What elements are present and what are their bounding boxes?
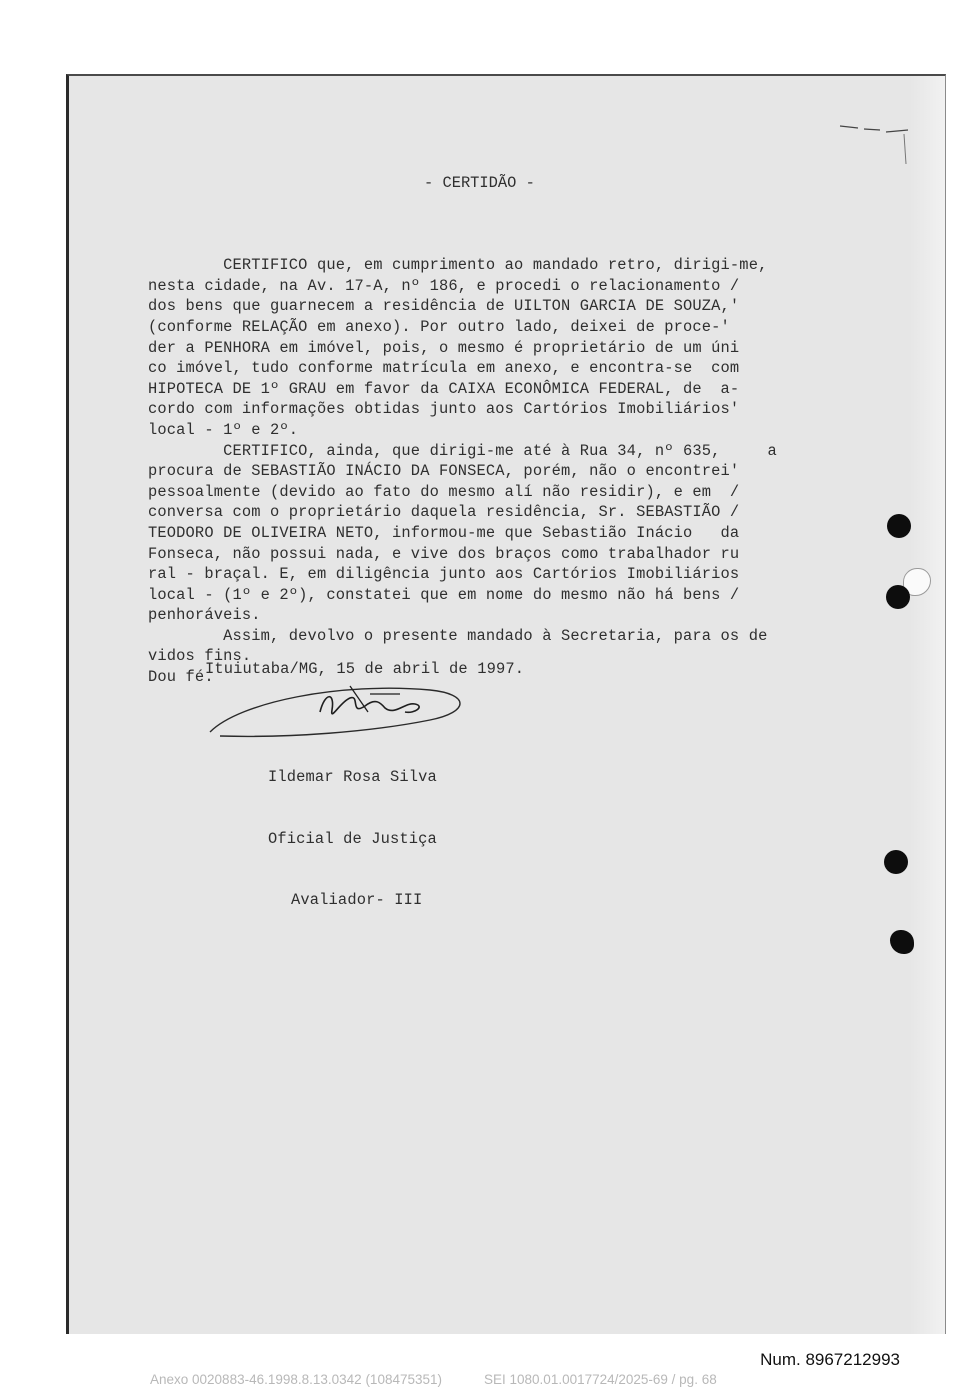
- punch-hole-icon: [890, 930, 914, 954]
- body-line: local - 1º e 2º.: [148, 420, 299, 439]
- document-title: - CERTIDÃO -: [424, 174, 535, 192]
- punch-hole-icon: [884, 850, 908, 874]
- sei-reference: SEI 1080.01.0017724/2025-69 / pg. 68: [484, 1372, 717, 1387]
- scratch-marks-icon: [838, 120, 918, 180]
- footer-reference: [150, 1372, 717, 1387]
- body-line: CERTIFICO que, em cumprimento ao mandado retro, dirigi-me,: [148, 256, 768, 275]
- body-line: nesta cidade, na Av. 17-A, nº 186, e procedi o relacionamento /: [148, 276, 740, 295]
- signer-role: Oficial de Justiça: [268, 829, 437, 848]
- body-line: local - (1º e 2º), constatei que em nome do mesmo não há bens /: [148, 585, 740, 604]
- punch-hole-icon: [887, 514, 911, 538]
- document-number: Num. 8967212993: [760, 1350, 900, 1369]
- body-line: pessoalmente (devido ao fato do mesmo alí não residir), e em /: [148, 482, 740, 501]
- body-line: CERTIFICO, ainda, que dirigi-me até à Rua 34, nº 635, a: [148, 441, 777, 460]
- body-line: conversa com o proprietário daquela residência, Sr. SEBASTIÃO /: [148, 503, 740, 522]
- body-line: Assim, devolvo o presente mandado à Secretaria, para os de: [148, 626, 768, 645]
- body-line: procura de SEBASTIÃO INÁCIO DA FONSECA, porém, não o encontrei': [148, 462, 740, 481]
- body-line: ral - braçal. E, em diligência junto aos Cartórios Imobiliários: [148, 565, 740, 584]
- signer-block: [268, 726, 437, 931]
- body-line: Dou fé.: [148, 668, 214, 687]
- body-line: (conforme RELAÇÃO em anexo). Por outro lado, deixei de proce-': [148, 317, 730, 336]
- body-line: vidos fins.: [148, 647, 252, 666]
- body-line: TEODORO DE OLIVEIRA NETO, informou-me que Sebastião Inácio da: [148, 523, 740, 542]
- punch-hole-icon: [886, 585, 910, 609]
- place-date: Ituiutaba/MG, 15 de abril de 1997.: [205, 660, 525, 678]
- body-line: co imóvel, tudo conforme matrícula em anexo, e encontra-se com: [148, 359, 740, 378]
- body-line: HIPOTECA DE 1º GRAU em favor da CAIXA ECONÔMICA FEDERAL, de a-: [148, 379, 740, 398]
- body-line: penhoráveis.: [148, 606, 261, 625]
- body-line: dos bens que guarnecem a residência de UILTON GARCIA DE SOUZA,': [148, 297, 740, 316]
- body-line: der a PENHORA em imóvel, pois, o mesmo é proprietário de um úni: [148, 338, 740, 357]
- annex-reference: Anexo 0020883-46.1998.8.13.0342 (108475351): [150, 1372, 443, 1387]
- body-line: Fonseca, não possui nada, e vive dos braços como trabalhador ru: [148, 544, 740, 563]
- certificate-body: [148, 214, 777, 708]
- signer-grade: Avaliador- III: [291, 891, 423, 909]
- signer-name: Ildemar Rosa Silva: [268, 768, 437, 786]
- body-line: cordo com informações obtidas junto aos Cartórios Imobiliários': [148, 400, 740, 419]
- page-edge-shadow: [909, 76, 945, 1334]
